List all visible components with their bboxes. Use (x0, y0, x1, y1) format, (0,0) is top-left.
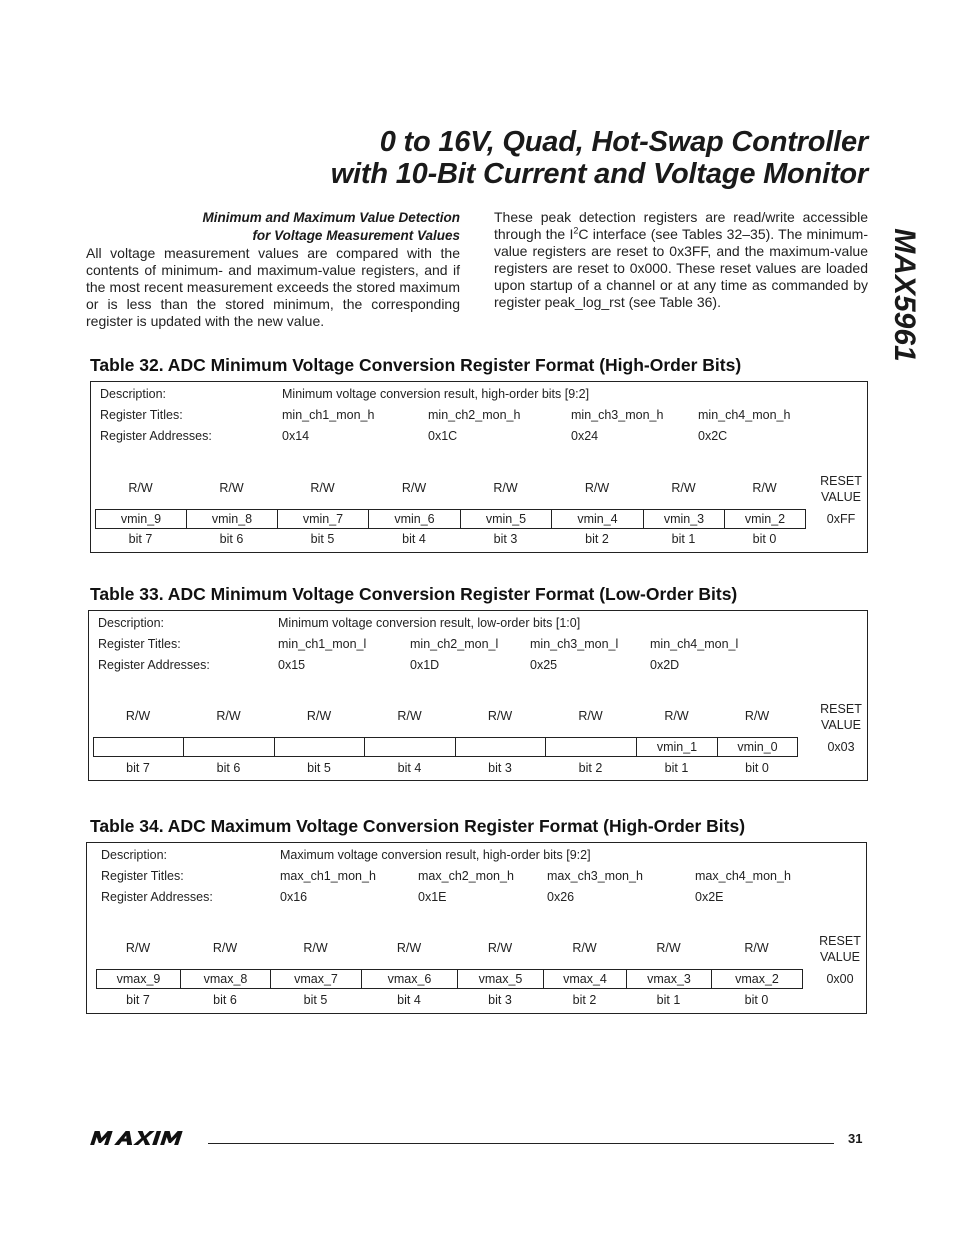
register-field: vmin_2 (724, 509, 806, 529)
register-field (183, 737, 275, 757)
register-field: vmax_2 (711, 969, 803, 989)
bit-label: bit 3 (488, 993, 512, 1007)
bit-label: bit 0 (745, 761, 769, 775)
reset-label-line-1: RESET (820, 474, 862, 488)
description-value: Minimum voltage conversion result, high-order bits [9:2] (282, 387, 590, 401)
bit-label: bit 2 (578, 761, 603, 775)
bit-label: bit 6 (219, 532, 244, 546)
register-address: 0x16 (280, 890, 308, 904)
title-line-2: with 10-Bit Current and Voltage Monitor (330, 158, 868, 190)
access-cell: R/W (487, 709, 513, 723)
access-cell: R/W (572, 941, 597, 955)
access-cell: R/W (584, 481, 610, 495)
register-field (274, 737, 365, 757)
bit-label: bit 3 (493, 532, 518, 546)
register-title: min_ch1_mon_h (282, 408, 375, 422)
access-cell: R/W (752, 481, 777, 495)
bit-label: bit 7 (128, 532, 153, 546)
access-cell: R/W (656, 941, 681, 955)
reset-value: 0xFF (826, 512, 856, 526)
left-paragraph: All voltage measurement values are compared with the contents of minimum- and maximum-value registers, and if the most recent measurement exceeds the stored maximum or is less than the stored minimum, the corresponding register is updated with the new value. (86, 245, 460, 329)
register-field: vmin_3 (643, 509, 725, 529)
access-cell: R/W (306, 709, 332, 723)
description-label: Description: (98, 616, 164, 630)
bit-label: bit 0 (744, 993, 769, 1007)
register-field: vmax_8 (180, 969, 271, 989)
maxim-logo-icon (88, 1130, 200, 1151)
bit-label: bit 0 (752, 532, 777, 546)
bit-label: bit 6 (213, 993, 237, 1007)
register-addresses-label: Register Addresses: (98, 658, 210, 672)
bit-label: bit 3 (488, 761, 512, 775)
bit-label: bit 4 (397, 761, 422, 775)
register-field: vmax_5 (457, 969, 544, 989)
table-32-caption: Table 32. ADC Minimum Voltage Conversion Register Format (High-Order Bits) (90, 355, 742, 375)
bit-label: bit 2 (572, 993, 597, 1007)
register-address: 0x1E (418, 890, 447, 904)
register-field (93, 737, 184, 757)
table-33 (88, 610, 868, 781)
register-field (455, 737, 546, 757)
bit-label: bit 5 (310, 532, 335, 546)
access-cell: R/W (216, 709, 241, 723)
register-title: max_ch3_mon_h (547, 869, 643, 883)
reset-value: 0x00 (826, 972, 854, 986)
register-address: 0x2D (650, 658, 680, 672)
table-34-caption: Table 34. ADC Maximum Voltage Conversion Register Format (High-Order Bits) (90, 816, 746, 836)
register-title: min_ch2_mon_h (428, 408, 521, 422)
reset-value-header (809, 701, 873, 733)
register-field: vmin_1 (636, 737, 718, 757)
bit-label: bit 6 (216, 761, 241, 775)
register-title: min_ch3_mon_l (530, 637, 619, 651)
register-field (364, 737, 456, 757)
reset-label-line-2: VALUE (819, 950, 861, 964)
register-address: 0x24 (571, 429, 599, 443)
register-address: 0x1C (428, 429, 458, 443)
description-value: Maximum voltage conversion result, high-order bits [9:2] (280, 848, 591, 862)
bit-label: bit 5 (307, 761, 331, 775)
register-field: vmin_7 (277, 509, 369, 529)
register-field: vmax_7 (270, 969, 362, 989)
access-cell: R/W (303, 941, 328, 955)
bit-label: bit 1 (664, 761, 689, 775)
access-cell: R/W (219, 481, 244, 495)
right-paragraph (494, 209, 868, 311)
bit-label: bit 1 (656, 993, 681, 1007)
bit-label: bit 7 (126, 993, 150, 1007)
access-cell: R/W (744, 941, 769, 955)
section-heading (86, 209, 460, 245)
register-titles-label: Register Titles: (101, 869, 184, 883)
footer-rule (208, 1143, 834, 1144)
register-field: vmin_6 (368, 509, 461, 529)
access-cell: R/W (487, 941, 513, 955)
register-field: vmax_4 (543, 969, 627, 989)
register-title: min_ch2_mon_l (410, 637, 499, 651)
reset-value: 0x03 (827, 740, 855, 754)
access-cell: R/W (744, 709, 770, 723)
register-titles-label: Register Titles: (100, 408, 183, 422)
part-number-vertical (888, 215, 921, 375)
bit-label: bit 2 (585, 532, 609, 546)
bit-label: bit 7 (126, 761, 150, 775)
register-title: max_ch2_mon_h (418, 869, 514, 883)
register-address: 0x26 (547, 890, 575, 904)
reset-label-line-1: RESET (819, 934, 861, 948)
register-field: vmax_9 (96, 969, 181, 989)
bit-label: bit 4 (397, 993, 421, 1007)
register-addresses-label: Register Addresses: (100, 429, 212, 443)
access-cell: R/W (664, 709, 689, 723)
reset-value-header (808, 933, 872, 965)
register-address: 0x2E (695, 890, 724, 904)
access-cell: R/W (671, 481, 696, 495)
register-field: vmax_6 (361, 969, 458, 989)
section-heading-line-2: for Voltage Measurement Values (252, 228, 460, 243)
register-field: vmin_0 (717, 737, 798, 757)
register-field: vmin_8 (186, 509, 278, 529)
bit-label: bit 5 (303, 993, 328, 1007)
reset-label-line-2: VALUE (820, 490, 862, 504)
access-cell: R/W (396, 941, 422, 955)
bit-label: bit 4 (402, 532, 426, 546)
register-field (545, 737, 637, 757)
register-title: max_ch4_mon_h (695, 869, 791, 883)
access-cell: R/W (397, 709, 422, 723)
register-address: 0x25 (530, 658, 558, 672)
page-title (331, 126, 868, 190)
access-cell: R/W (125, 709, 151, 723)
register-address: 0x1D (410, 658, 440, 672)
description-value: Minimum voltage conversion result, low-order bits [1:0] (278, 616, 581, 630)
register-field: vmin_9 (95, 509, 187, 529)
register-address: 0x2C (698, 429, 728, 443)
reset-label-line-1: RESET (820, 702, 862, 716)
register-title: min_ch3_mon_h (571, 408, 664, 422)
right-paragraph-superscript: 2 (573, 225, 579, 236)
access-cell: R/W (401, 481, 427, 495)
register-title: min_ch4_mon_l (650, 637, 739, 651)
register-address: 0x15 (278, 658, 306, 672)
register-title: max_ch1_mon_h (280, 869, 376, 883)
reset-label-line-2: VALUE (820, 718, 862, 732)
access-cell: R/W (128, 481, 153, 495)
description-label: Description: (100, 387, 166, 401)
register-titles-label: Register Titles: (98, 637, 181, 651)
register-field: vmax_3 (626, 969, 712, 989)
right-paragraph-part-a: These peak detection registers are read/write accessible through the I (494, 209, 868, 242)
right-paragraph-part-b: C interface (see Tables 32–35). The minimum-value registers are reset to 0x3FF, and the maximum-value registers are reset to 0x000. These reset values are loaded upon startup of a channel or at any time as commanded by register peak_log_rst (see Table 36). (494, 226, 868, 310)
access-cell: R/W (212, 941, 238, 955)
table-32 (90, 381, 868, 553)
access-cell: R/W (310, 481, 335, 495)
register-title: min_ch4_mon_h (698, 408, 791, 422)
right-column (494, 209, 868, 311)
description-label: Description: (101, 848, 167, 862)
access-cell: R/W (578, 709, 603, 723)
table-34 (86, 842, 867, 1014)
left-column (86, 209, 460, 330)
title-line-1: 0 to 16V, Quad, Hot-Swap Controller (379, 126, 868, 158)
table-33-caption: Table 33. ADC Minimum Voltage Conversion Register Format (Low-Order Bits) (90, 584, 738, 604)
reset-value-header (809, 473, 873, 505)
access-cell: R/W (125, 941, 151, 955)
page-number: 31 (848, 1131, 863, 1146)
access-cell: R/W (493, 481, 518, 495)
register-address: 0x14 (282, 429, 310, 443)
register-addresses-label: Register Addresses: (101, 890, 213, 904)
register-title: min_ch1_mon_l (278, 637, 367, 651)
part-number: MAX5961 (888, 228, 921, 362)
register-field: vmin_4 (551, 509, 644, 529)
section-heading-line-1: Minimum and Maximum Value Detection (202, 210, 460, 225)
bit-label: bit 1 (671, 532, 696, 546)
register-field: vmin_5 (460, 509, 552, 529)
